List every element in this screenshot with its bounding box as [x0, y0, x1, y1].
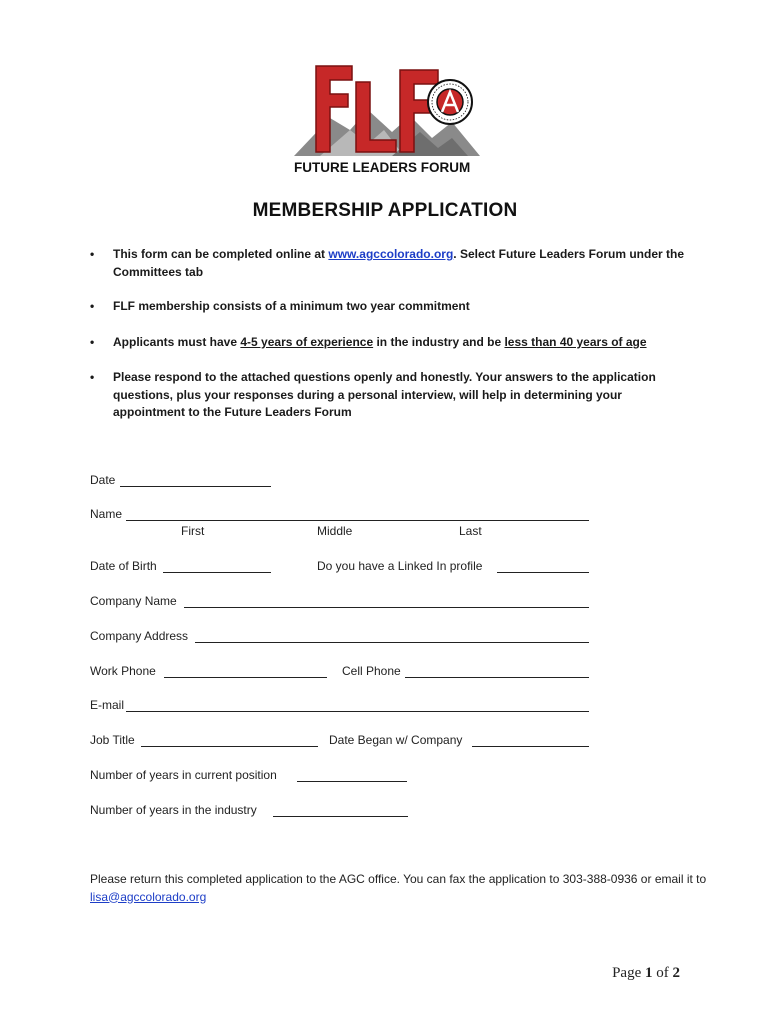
date-began-field[interactable]: [472, 746, 589, 747]
job-title-label: Job Title: [90, 733, 135, 747]
logo-caption: FUTURE LEADERS FORUM: [294, 160, 471, 175]
work-phone-field[interactable]: [164, 677, 327, 678]
bullet-item-instructions: [90, 369, 690, 423]
bullet-text-pre: Applicants must have: [113, 335, 241, 349]
age-requirement: less than 40 years of age: [504, 335, 647, 349]
contact-email-link[interactable]: lisa@agccolorado.org: [90, 889, 207, 904]
email-label: E-mail: [90, 698, 125, 712]
page-total: 2: [672, 965, 680, 981]
cell-phone-label: Cell Phone: [342, 664, 401, 678]
date-label: Date: [90, 473, 116, 487]
page-current: 1: [645, 965, 653, 981]
job-title-field[interactable]: [141, 746, 318, 747]
first-name-sublabel: First: [181, 524, 205, 538]
years-industry-field[interactable]: [273, 816, 408, 817]
name-field[interactable]: [126, 520, 589, 521]
bullet-text: FLF membership consists of a minimum two year commitment: [113, 299, 470, 313]
experience-requirement: 4-5 years of experience: [240, 335, 374, 349]
date-field[interactable]: [120, 486, 271, 487]
cell-phone-field[interactable]: [405, 677, 589, 678]
bullet-text: [113, 246, 685, 281]
company-address-field[interactable]: [195, 642, 589, 643]
bullet-text-pre: This form can be completed online at: [113, 247, 329, 261]
bullet-text: [113, 334, 685, 352]
page-of-label: of: [652, 965, 673, 981]
linkedin-label: Do you have a Linked In profile: [317, 559, 483, 573]
years-position-label: Number of years in current position: [90, 768, 277, 782]
bullet-item-eligibility: [90, 334, 690, 352]
last-name-sublabel: Last: [459, 524, 482, 538]
bullet-icon: •: [90, 370, 95, 384]
linkedin-field[interactable]: [497, 572, 589, 573]
email-field[interactable]: [126, 711, 589, 712]
bullet-text-post: . Select Future Leaders Forum under the Committees tab: [113, 247, 684, 279]
page-title: MEMBERSHIP APPLICATION: [252, 200, 518, 221]
bullet-icon: •: [90, 335, 95, 349]
years-position-field[interactable]: [297, 781, 407, 782]
flf-logo: [292, 60, 482, 178]
name-label: Name: [90, 507, 123, 521]
years-industry-label: Number of years in the industry: [90, 803, 257, 817]
bullet-icon: •: [90, 247, 95, 261]
work-phone-label: Work Phone: [90, 664, 156, 678]
company-name-label: Company Name: [90, 594, 177, 608]
dob-label: Date of Birth: [90, 559, 157, 573]
company-address-label: Company Address: [90, 629, 189, 643]
bullet-item-commitment: [90, 298, 690, 316]
agc-seal-icon: [428, 80, 472, 124]
date-began-label: Date Began w/ Company: [329, 733, 463, 747]
bullet-item-online: [90, 246, 690, 282]
page-number: [612, 965, 680, 982]
return-instructions-text: Please return this completed application to the AGC office. You can fax the application to 303-388-0936 or email it to: [90, 872, 707, 886]
dob-field[interactable]: [163, 572, 271, 573]
agc-website-link[interactable]: www.agccolorado.org: [328, 247, 454, 261]
page-label: Page: [612, 965, 645, 981]
bullet-icon: •: [90, 299, 95, 313]
bullet-text-mid: in the industry and be: [373, 335, 505, 349]
flf-logo-graphic: [292, 60, 482, 178]
return-instructions: [90, 871, 710, 906]
middle-name-sublabel: Middle: [317, 524, 353, 538]
company-name-field[interactable]: [184, 607, 589, 608]
bullet-text: Please respond to the attached questions openly and honestly. Your answers to the application questions, plus your responses during a personal interview, will help in determining your appointment to the Future Leaders Forum: [113, 370, 656, 419]
